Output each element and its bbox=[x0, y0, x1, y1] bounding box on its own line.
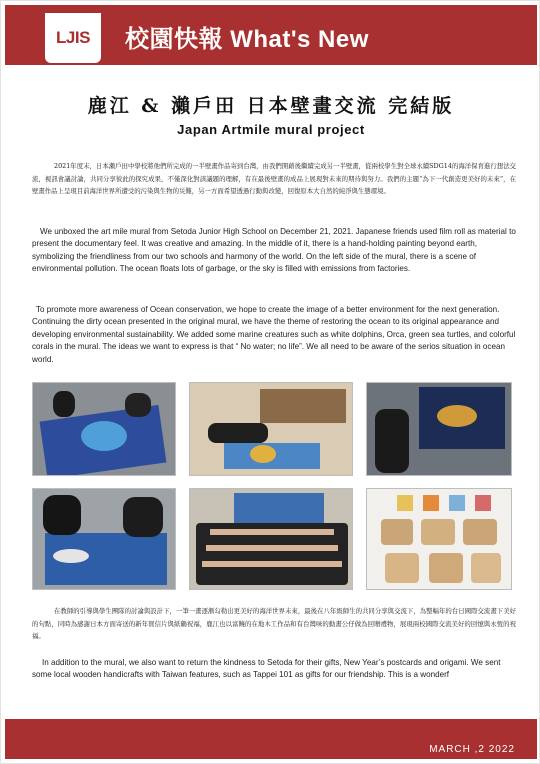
students-holding-film-mural-photo bbox=[366, 382, 512, 476]
students-with-mural-in-library-photo bbox=[189, 382, 353, 476]
footer-banner bbox=[5, 719, 537, 759]
wooden-handicraft-gifts-photo bbox=[366, 488, 512, 590]
logo-text: LJIS bbox=[56, 28, 90, 47]
school-logo bbox=[45, 13, 101, 63]
paragraph-zh-intro: 2021年度末，日本瀨戶田中學校將他們所完成的一半壁畫作品寄到台灣，由我們開藉後繼續完成另一半壁畫，從兩校學生對全球永續SDG14的海洋保育進行想法交流，視訊會議討論，共同分享彼此的探究成果，不僅深化對該議題的理解，有在最後壁畫的成品上展現對未來的期待與努力。我們的主題“為下一代創造更美好的未來”，在壁畫作品上呈現目前海洋世界所遭受的污染與生物的災難，另一方面希望透過行動與改變，回復原本大自然的純淨與生態環境。 bbox=[32, 162, 516, 196]
paragraph-en-unboxing: We unboxed the art mile mural from Setoda Junior High School on December 21, 2021. Japanese friends used film roll as material to present the documentary feel. It was creative and amazing. In the middle of it, there is a hand-holding painting beyond earth, symbolizing the friendliness from our two schools and harmony of the world. On the left side of the mural, there is a scene of environmental pollution. The ocean floats lots of garbage, or the sky is filled with emissions from factories. bbox=[32, 227, 516, 274]
paragraph-zh-exchange: 在教師的引導與學生團隊的討論與設計下，一筆一畫逐漸勾勒出更美好的海洋世界未來，最後在八年級師生的共同分享與交流下，為整幅年的台日國際交流畫下美好的句點，同時為感謝日本方面寄送的新年賀信片與紙鶴祝福，鹿江也以富饒的在地木工作品和有台灣味的動畫公仔做為回贈禮物，展現兩校國際交流美好的回憶與永恆的祝福。 bbox=[32, 607, 516, 641]
header-banner bbox=[5, 5, 537, 65]
banner-title: 校園快報 What's New bbox=[125, 26, 369, 53]
issue-date: MARCH ,2 2022 bbox=[429, 744, 515, 755]
article-title-zh: 鹿江 & 瀨戶田 日本壁畫交流 完結版 bbox=[87, 95, 455, 117]
students-painting-mural-photo bbox=[32, 382, 176, 476]
group-photo-with-mural bbox=[189, 488, 353, 590]
paragraph-en-conservation: To promote more awareness of Ocean conservation, we hope to create the image of a better environment for the next generation. Continuing the dirty ocean presented in the original mural, we have the theme of restoring the ocean to its original appearance and developing environmental sustainability. We added some marine creatures such as white dolphins, Orca, green sea turtles, and colorful corals in the mural. The ideas we want to express is that “ No water; no life”. We all need to be aware of the serios situation in ocean world. bbox=[32, 305, 516, 364]
paragraph-en-gifts: In addition to the mural, we also want to return the kindness to Setoda for their gifts, New Year’s postcards and origami. We sent some local wooden handicrafts with Taiwan features, such as Tappei 101 as gifts for our friendship. This is a wonderf bbox=[32, 658, 501, 680]
students-sitting-by-mural-photo bbox=[32, 488, 176, 590]
article-title-en: Japan Artmile mural project bbox=[177, 122, 365, 137]
